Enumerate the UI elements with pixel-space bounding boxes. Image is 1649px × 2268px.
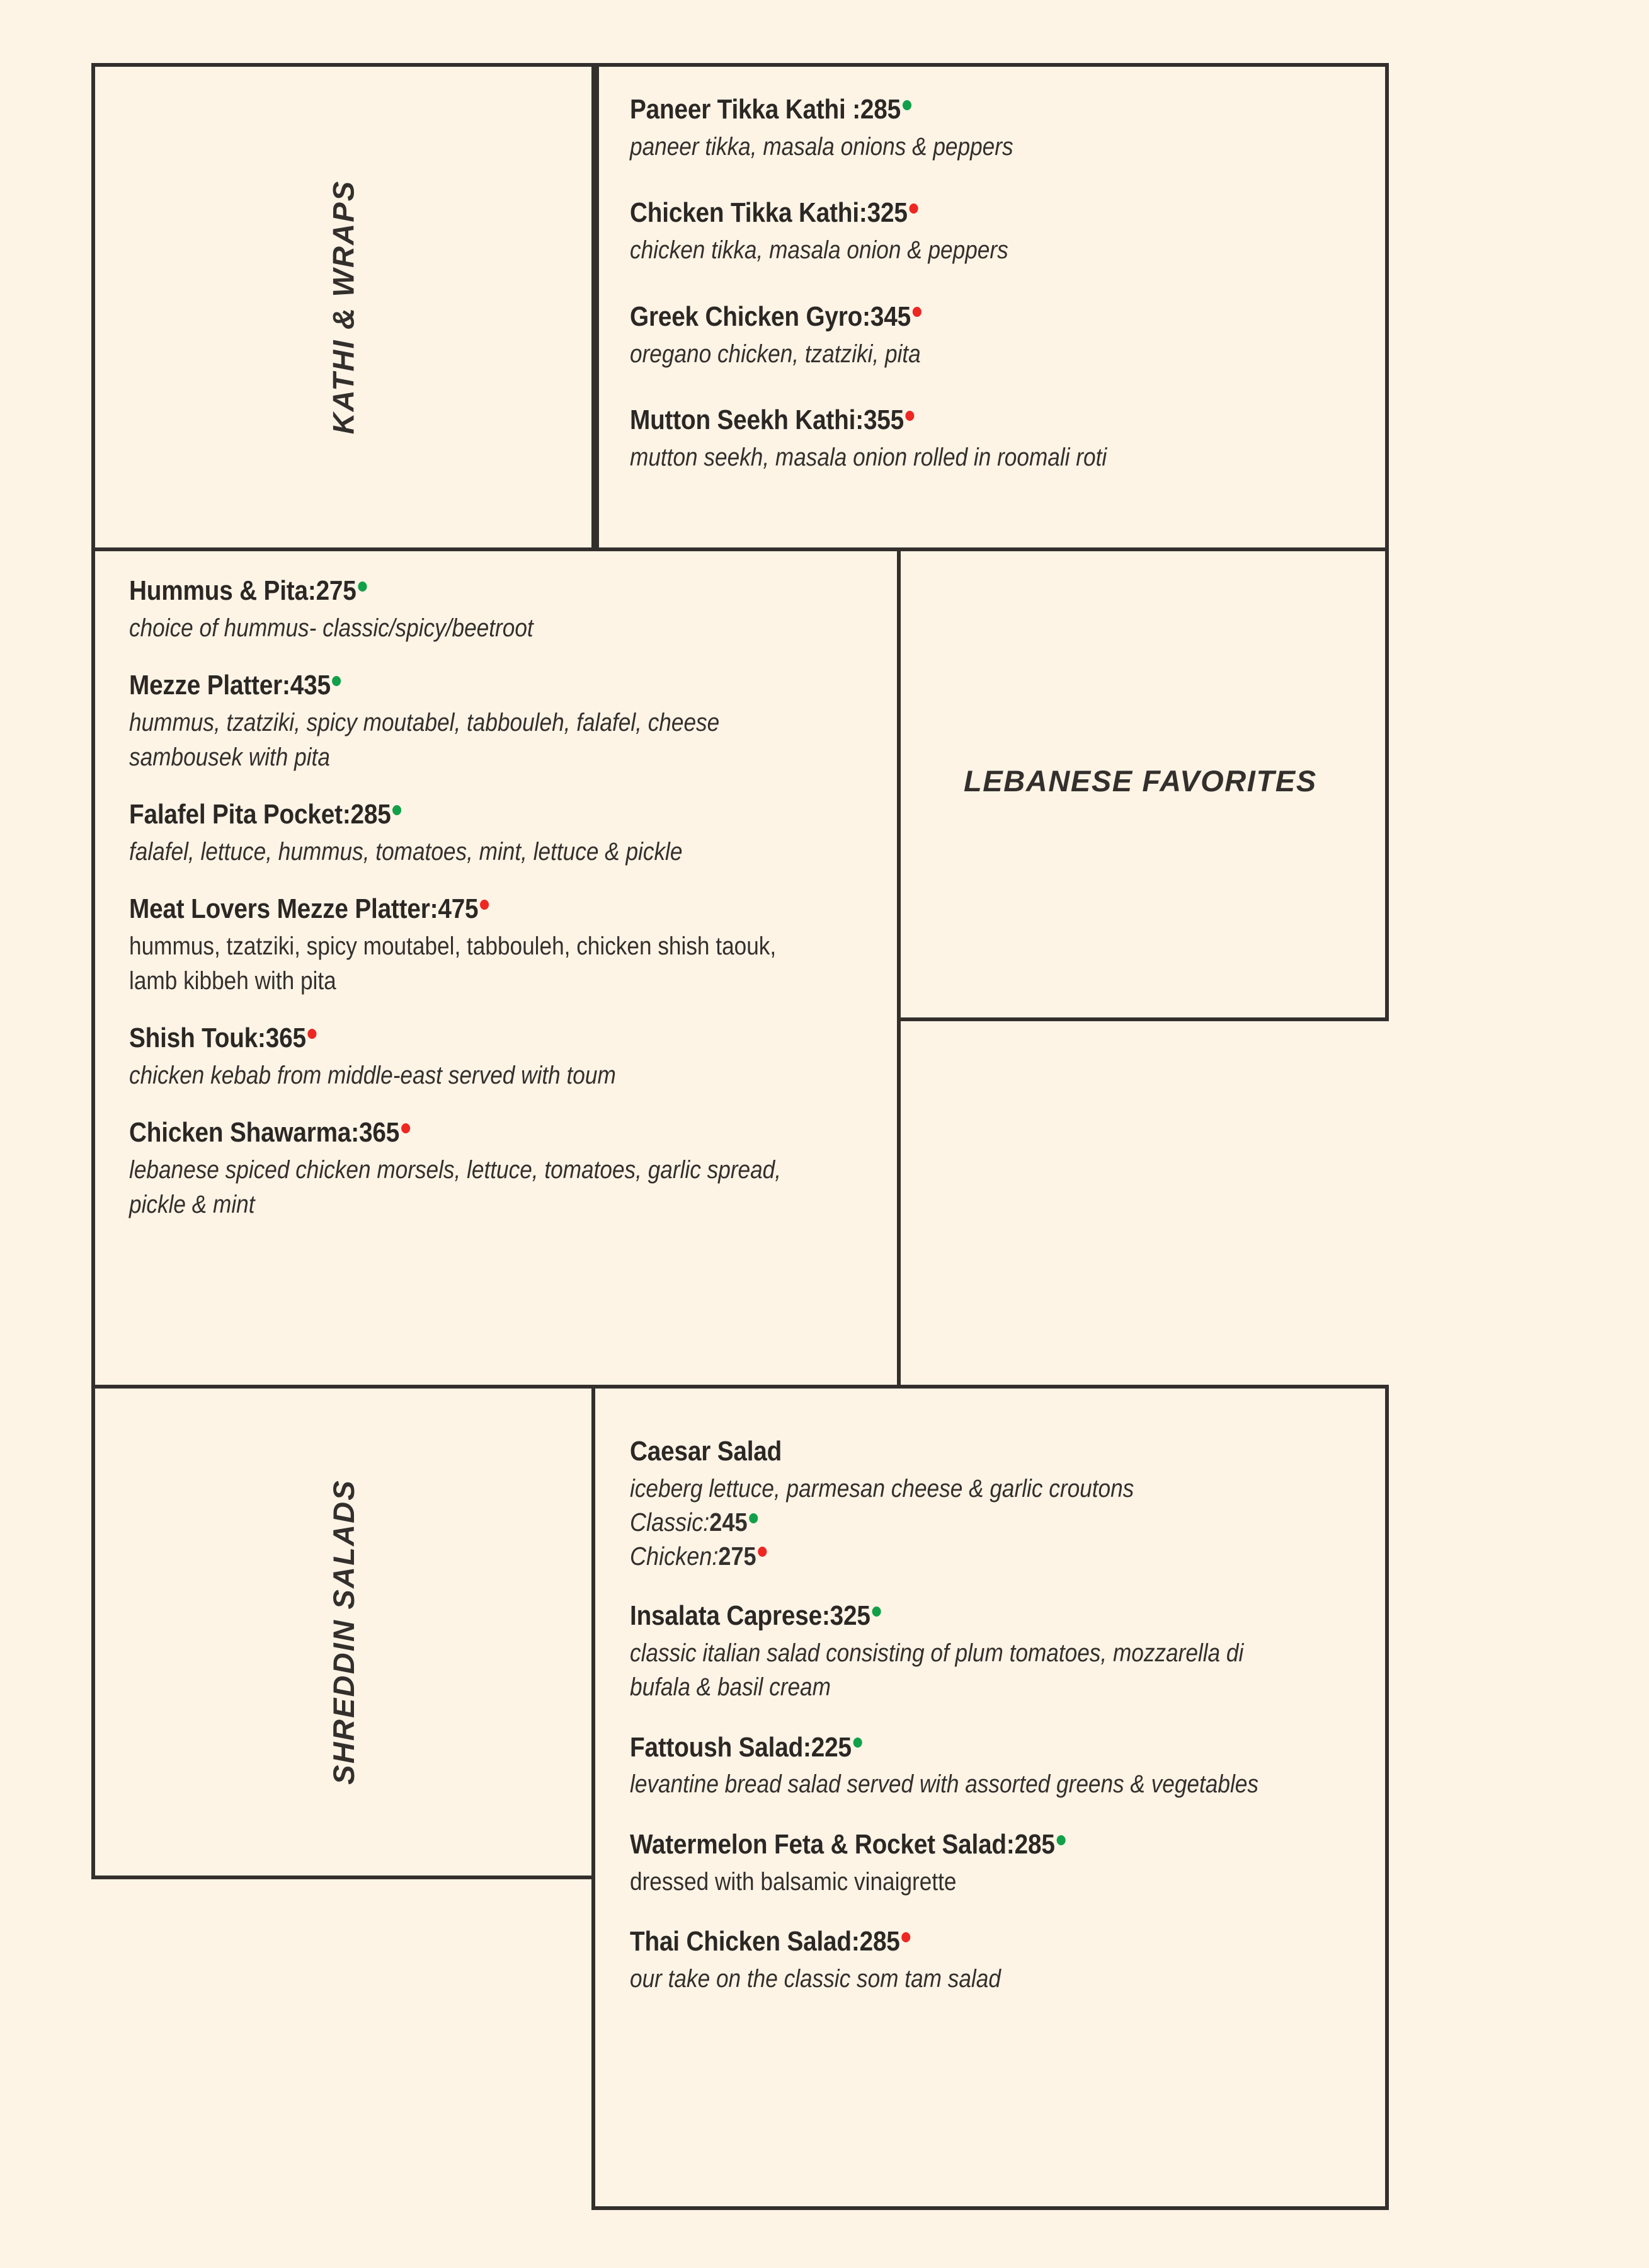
menu-item <box>129 575 885 645</box>
menu-item-description: hummus, tzatziki, spicy moutabel, tabbouleh, falafel, cheese sambousek with pita <box>129 709 720 771</box>
menu-item-title: Paneer Tikka Kathi :285 <box>630 93 1284 126</box>
menu-item-title: Chicken Shawarma:365 <box>129 1116 794 1149</box>
menu-item-description: dressed with balsamic vinaigrette <box>630 1867 957 1896</box>
salads-section-label-text: SHREDDIN SALADS <box>326 1479 360 1785</box>
nonveg-marker-icon <box>909 203 918 214</box>
menu-item-description: iceberg lettuce, parmesan cheese & garlic croutons <box>630 1474 1134 1503</box>
subprice-label: Chicken: <box>630 1541 719 1571</box>
menu-item-description: falafel, lettuce, hummus, tomatoes, mint, lettuce & pickle <box>129 837 683 866</box>
menu-item-title: Shish Touk:365 <box>129 1022 794 1055</box>
veg-marker-icon <box>853 1738 862 1748</box>
subprice-value: 275 <box>718 1541 756 1571</box>
subprice-label: Classic: <box>630 1508 710 1537</box>
menu-item-title: Thai Chicken Salad:285 <box>630 1925 1289 1958</box>
lebanese-section-label: LEBANESE FAVORITES <box>964 764 1317 798</box>
menu-item-title: Mezze Platter:435 <box>129 669 794 702</box>
menu-item-subprice <box>630 1540 1289 1573</box>
nonveg-marker-icon <box>307 1029 316 1039</box>
menu-item-title: Meat Lovers Mezze Platter:475 <box>129 893 794 925</box>
menu-item-title: Hummus & Pita:275 <box>129 575 794 607</box>
nonveg-marker-icon <box>906 411 915 421</box>
menu-item-description: choice of hummus- classic/spicy/beetroot <box>129 614 534 642</box>
menu-item <box>630 404 1373 474</box>
menu-item-title: Caesar Salad <box>630 1436 782 1467</box>
menu-item <box>630 1600 1379 1705</box>
menu-item-title: Watermelon Feta & Rocket Salad:285 <box>630 1828 1289 1861</box>
salads-section-label <box>91 1385 595 1879</box>
menu-item <box>630 1828 1379 1899</box>
menu-item-title: Insalata Caprese:325 <box>630 1600 1289 1632</box>
nonveg-marker-icon <box>901 1932 910 1942</box>
menu-item-description: hummus, tzatziki, spicy moutabel, tabbouleh, chicken shish taouk, lamb kibbeh with pita <box>129 932 777 995</box>
lebanese-item-list <box>129 575 885 1246</box>
veg-marker-icon <box>332 676 341 686</box>
menu-item-title: Mutton Seekh Kathi:355 <box>630 404 1284 437</box>
menu-item-description: chicken kebab from middle-east served with toum <box>129 1061 616 1089</box>
nonveg-marker-icon <box>758 1547 767 1557</box>
menu-item-title: Fattoush Salad:225 <box>630 1731 1289 1764</box>
menu-item <box>129 669 885 774</box>
veg-marker-icon <box>749 1513 758 1523</box>
menu-item-description: classic italian salad consisting of plum tomatoes, mozzarella di bufala & basil cream <box>630 1639 1244 1702</box>
menu-item-description: levantine bread salad served with assorted greens & vegetables <box>630 1770 1258 1799</box>
veg-marker-icon <box>903 100 911 110</box>
subprice-value: 245 <box>709 1508 748 1537</box>
menu-item-description: our take on the classic som tam salad <box>630 1965 1001 1993</box>
menu-item <box>129 1022 885 1092</box>
menu-item-title: Greek Chicken Gyro:345 <box>630 301 1284 333</box>
salads-item-list <box>630 1435 1379 2022</box>
menu-item <box>630 1731 1379 1802</box>
menu-item-description: oregano chicken, tzatziki, pita <box>630 340 921 368</box>
menu-item <box>630 301 1373 371</box>
nonveg-marker-icon <box>401 1123 410 1133</box>
veg-marker-icon <box>1056 1835 1065 1845</box>
kathi-section-label <box>91 63 595 551</box>
menu-item <box>129 893 885 998</box>
menu-item <box>630 1435 1379 1573</box>
menu-item <box>630 197 1373 267</box>
menu-item <box>630 93 1373 164</box>
veg-marker-icon <box>392 805 401 815</box>
menu-item <box>129 1116 885 1222</box>
kathi-item-list <box>630 93 1373 507</box>
menu-item-description: paneer tikka, masala onions & peppers <box>630 132 1013 161</box>
menu-item <box>630 1925 1379 1996</box>
menu-item-subprice <box>630 1506 1289 1539</box>
menu-item-description: chicken tikka, masala onion & peppers <box>630 236 1008 265</box>
nonveg-marker-icon <box>913 307 922 317</box>
nonveg-marker-icon <box>480 900 489 910</box>
veg-marker-icon <box>872 1606 881 1617</box>
kathi-section-label-text: KATHI & WRAPS <box>326 180 360 435</box>
menu-item-title: Falafel Pita Pocket:285 <box>129 798 794 831</box>
menu-item-description: mutton seekh, masala onion rolled in roomali roti <box>630 443 1107 471</box>
menu-item-title: Chicken Tikka Kathi:325 <box>630 197 1284 229</box>
menu-item <box>129 798 885 869</box>
veg-marker-icon <box>358 581 367 592</box>
menu-item-description: lebanese spiced chicken morsels, lettuce, tomatoes, garlic spread, pickle & mint <box>129 1156 782 1218</box>
